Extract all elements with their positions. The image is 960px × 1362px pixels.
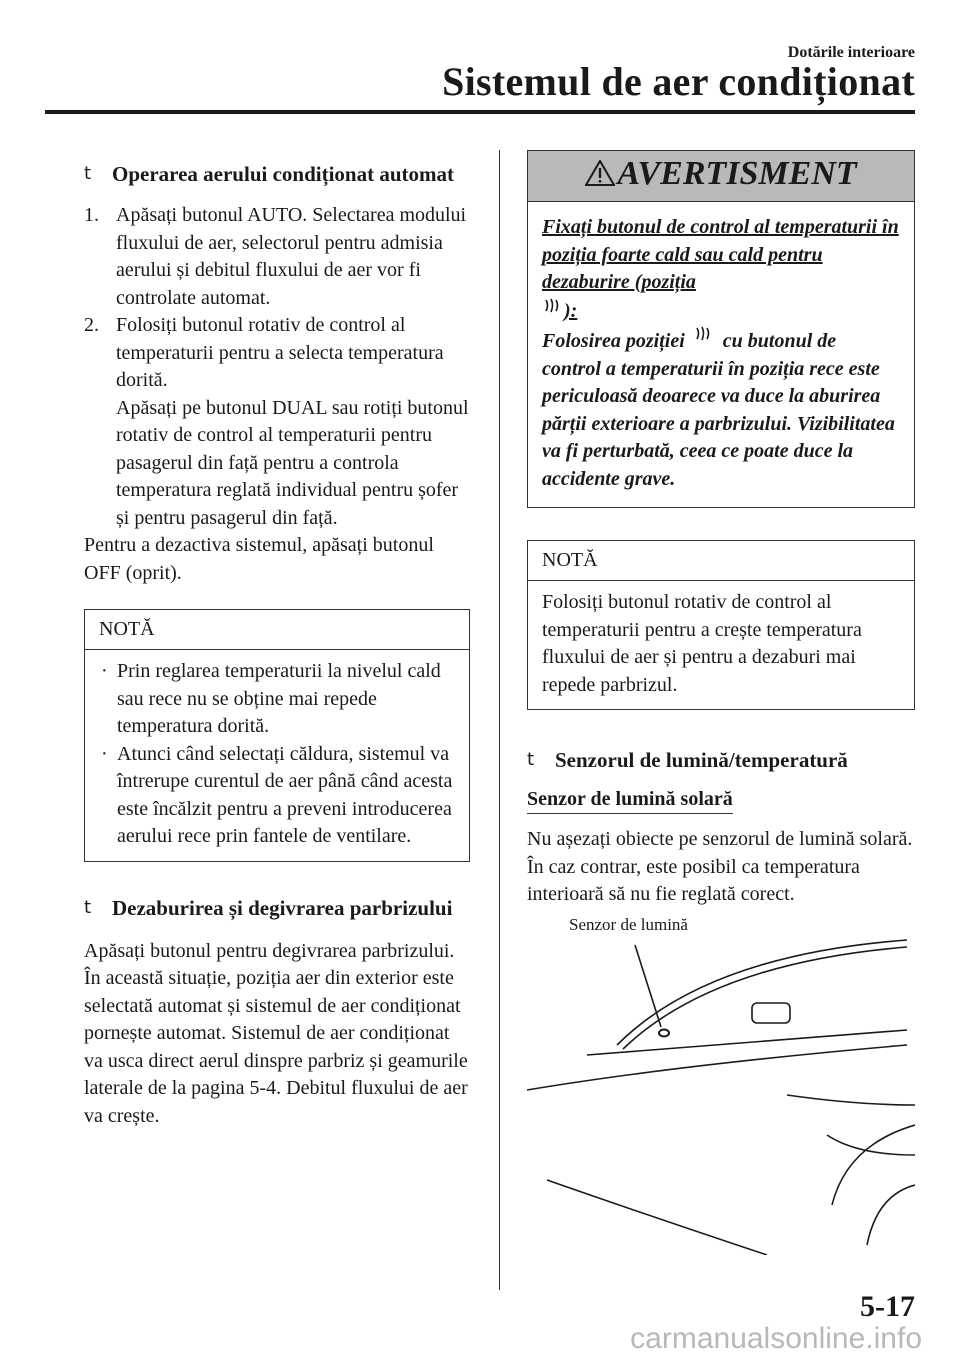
warning-heading: AVERTISMENT <box>617 155 857 192</box>
warning-underlined-tail: ): <box>564 299 578 322</box>
section-heading-auto <box>84 160 470 188</box>
step-text: Apăsați butonul AUTO. Selectarea modului fluxului de aer, selectorul pentru admisia aerului și debitul fluxului de aer vor fi controlate automat. <box>116 204 467 309</box>
step-text-continued: Apăsați pe butonul DUAL sau rotiți butonul rotativ de control al temperaturii pentru pasagerul din față pentru a controla temperatura reglată individual pentru șofer și pentru pasagerul din față. <box>116 396 469 529</box>
section-bullet-icon: t <box>527 749 535 770</box>
watermark: carmanualsonline.info <box>630 1322 922 1355</box>
warning-underlined-end <box>542 300 577 322</box>
page-title: Sistemul de aer condiționat <box>442 59 915 104</box>
section-title: Senzorul de lumină/temperatură <box>555 748 848 772</box>
step-number: 2. <box>84 314 99 336</box>
section-heading-sensor <box>527 746 915 774</box>
warning-body <box>528 202 914 507</box>
list-item <box>99 741 455 851</box>
step-number: 1. <box>84 204 99 226</box>
section-title: Dezaburirea și degivrarea parbrizului <box>112 895 453 920</box>
defrost-icon <box>693 325 715 343</box>
section-title: Operarea aerului condiționat automat <box>112 162 455 186</box>
section-bullet-icon: t <box>84 896 92 918</box>
running-head: Dotările interioare <box>787 44 915 61</box>
bullet-dot-icon: · <box>101 742 108 765</box>
right-column <box>527 150 915 1255</box>
subheading: Senzor de lumină solară <box>527 788 733 814</box>
sensor-figure <box>527 915 915 1255</box>
warning-underlined-text: Fixați butonul de control al temperaturii în poziția foarte cald sau cald pentru dezaburire (poziția <box>542 216 899 293</box>
warning-box <box>527 150 915 508</box>
note-body <box>85 650 469 861</box>
windshield-illustration <box>527 925 915 1255</box>
sensor-text: Nu așezați obiecte pe senzorul de lumină solară. În caz contrar, este posibil ca temperatura interioară să nu fie reglată corect. <box>527 828 913 905</box>
warning-text-start: Folosirea poziției <box>542 330 685 352</box>
warning-text-rest: cu butonul de control a temperaturii în poziția rece este periculoasă deoarece va duce la aburirea părții exterioare a parbrizului. Vizibilitatea va fi perturbată, ceea ce poate duce la accidente grave. <box>542 330 895 490</box>
note-bullet-text: Prin reglarea temperaturii la nivelul cald sau rece nu se obține mai repede temperatura dorită. <box>117 660 441 737</box>
page-number: 5-17 <box>860 1290 915 1323</box>
header-rule <box>45 110 915 114</box>
defrost-text: Apăsați butonul pentru degivrarea parbrizului. În această situație, poziția aer din exterior este selectată automat și sistemul de aer condiționat pornește automat. Sistemul de aer condiționat va usca direct aerul dinspre parbriz și geamurile laterale de la pagina 5-4. Debitul fluxului de aer va crește. <box>84 939 468 1127</box>
list-item <box>84 312 470 532</box>
note-box <box>527 540 915 710</box>
note-heading: NOTĂ <box>528 541 914 581</box>
bullet-dot-icon: · <box>101 660 108 682</box>
section-heading-defrost <box>84 894 470 922</box>
note-body: Folosiți butonul rotativ de control al temperaturii pentru a crește temperatura fluxului de aer și pentru a dezaburi mai repede parbrizul. <box>542 591 862 696</box>
warning-header <box>528 151 914 202</box>
figure-label: Senzor de lumină <box>569 914 688 934</box>
list-item <box>84 202 470 312</box>
left-column <box>84 160 470 1130</box>
list-item <box>99 658 455 741</box>
step-text: Folosiți butonul rotativ de control al temperaturii pentru a selecta temperatura dorită. <box>116 314 444 391</box>
warning-text <box>542 325 900 493</box>
warning-underlined <box>542 214 900 325</box>
column-divider <box>499 150 500 1290</box>
disable-instructions: Pentru a dezactiva sistemul, apăsați butonul OFF (oprit). <box>84 534 434 584</box>
note-heading: NOTĂ <box>85 610 469 650</box>
note-box <box>84 609 470 862</box>
defrost-icon <box>542 297 564 315</box>
warning-triangle-icon <box>585 160 615 186</box>
section-bullet-icon: t <box>84 163 92 184</box>
note-bullet-text: Atunci când selectați căldura, sistemul va întrerupe curentul de aer până când acesta este încălzit pentru a preveni introducerea aerului rece prin fantele de ventilare. <box>117 742 453 847</box>
steps-list <box>84 202 470 532</box>
